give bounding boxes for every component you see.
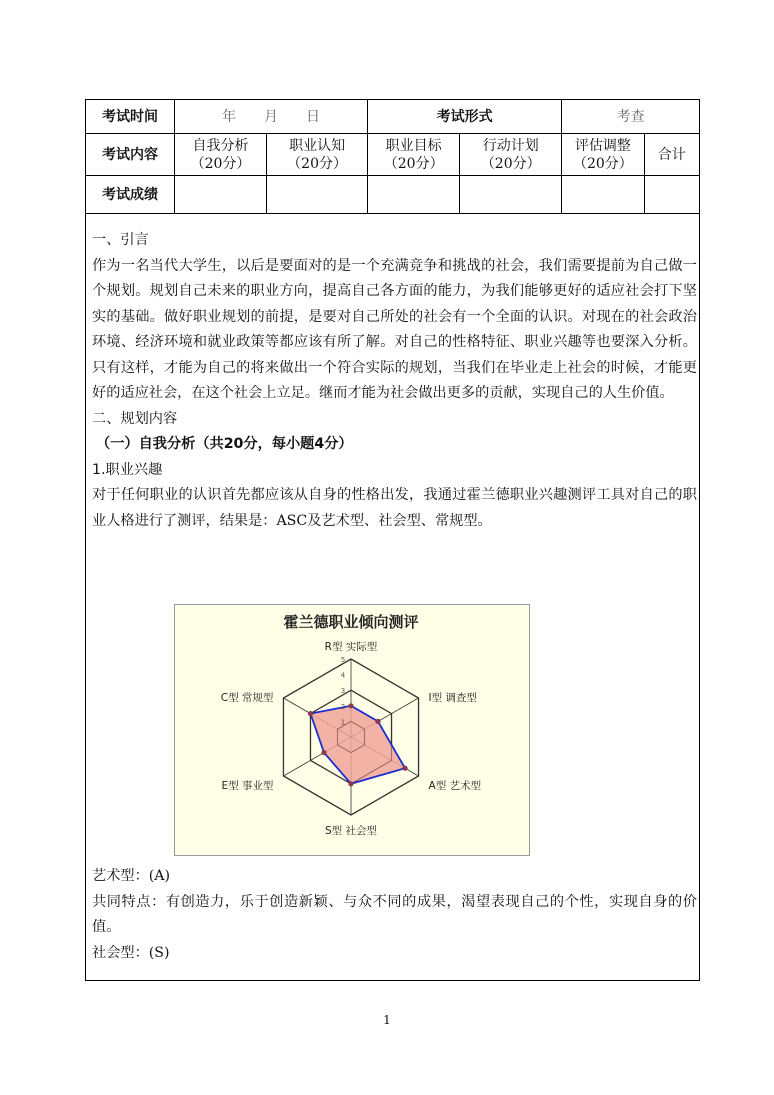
art-common-traits: 共同特点：有创造力，乐于创造新颖、与众不同的成果，渴望表现自己的个性，实现自身的价值。 [92, 893, 697, 935]
section-career-cognition: 职业认知 （20分） [267, 134, 368, 176]
scale-tick-1: 1 [340, 718, 346, 727]
exam-form-value: 考查 [562, 100, 700, 134]
score-cell-evaluation[interactable] [562, 176, 644, 214]
heading-career-interest: 1.职业兴趣 [92, 461, 163, 478]
scale-tick-3: 3 [340, 687, 346, 696]
essay-body-continued [92, 864, 697, 966]
chart-title: 霍兰德职业倾向测评 [283, 613, 419, 631]
holland-radar-chart [174, 604, 530, 856]
score-cell-self-analysis[interactable] [174, 176, 266, 214]
axis-label-5: C型 常规型 [220, 692, 274, 704]
axis-label-3: S型 社会型 [324, 825, 378, 837]
scale-tick-2: 2 [340, 702, 346, 711]
data-point-4 [321, 750, 326, 755]
data-point-3 [348, 781, 353, 786]
heading-plan-content: 二、规划内容 [92, 410, 178, 427]
art-type-line: 艺术型：(A) [92, 868, 171, 884]
score-cell-action-plan[interactable] [460, 176, 562, 214]
section-career-goal: 职业目标 （20分） [368, 134, 460, 176]
heading-self-analysis: （一）自我分析（共20分，每小题4分） [96, 436, 353, 452]
scale-tick-5: 5 [340, 656, 346, 664]
section-evaluation: 评估调整 （20分） [562, 134, 644, 176]
exam-form-label: 考试形式 [368, 100, 562, 134]
data-area [310, 706, 405, 784]
axis-label-0: R型 实际型 [324, 641, 378, 653]
exam-content-label: 考试内容 [86, 134, 175, 176]
axis-label-2: A型 艺术型 [428, 780, 482, 792]
data-point-1 [375, 719, 380, 724]
section-action-plan: 行动计划 （20分） [460, 134, 562, 176]
data-point-0 [348, 703, 353, 708]
score-cell-total[interactable] [644, 176, 699, 214]
scale-tick-4: 4 [340, 671, 346, 680]
essay-body [92, 228, 697, 534]
introduction-paragraph: 作为一名当代大学生，以后是要面对的是一个充满竞争和挑战的社会，我们需要提前为自己做一个规划。规划自己未来的职业方向，提高自己各方面的能力，为我们能够更好的适应社会打下坚实的基础。做好职业规划的前提，是要对自己所处的社会有一个全面的认识。对现在的社会政治环境、经济环境和就业政策等都应该有所了解。对自己的性格特征、职业兴趣等也要深入分析。只有这样，才能为自己的将来做出一个符合实际的规划，当我们在毕业走上社会的时候，才能更好的适应社会，在这个社会上立足。继而才能为社会做出更多的贡献，实现自己的人生价值。 [92, 257, 697, 401]
exam-time-label: 考试时间 [86, 100, 175, 134]
exam-score-label: 考试成绩 [86, 176, 175, 214]
axis-label-1: I型 调查型 [428, 692, 477, 704]
page-number: 1 [383, 1013, 391, 1027]
data-point-5 [308, 711, 313, 716]
score-cell-career-goal[interactable] [368, 176, 460, 214]
total-label: 合计 [644, 134, 699, 176]
heading-introduction: 一、引言 [92, 232, 149, 248]
exam-time-value[interactable]: 年 月 日 [174, 100, 367, 134]
section-self-analysis: 自我分析 （20分） [174, 134, 266, 176]
axis-label-4: E型 事业型 [221, 780, 274, 792]
exam-sheet [85, 99, 700, 981]
data-point-2 [402, 766, 407, 771]
radar-svg [175, 605, 529, 855]
social-type-line: 社会型：(S) [92, 944, 170, 961]
interest-paragraph: 对于任何职业的认识首先都应该从自身的性格出发，我通过霍兰德职业兴趣测评工具对自己的职业人格进行了测评，结果是：ASC及艺术型、社会型、常规型。 [92, 487, 697, 529]
exam-header-table [85, 99, 700, 214]
score-cell-career-cognition[interactable] [267, 176, 368, 214]
